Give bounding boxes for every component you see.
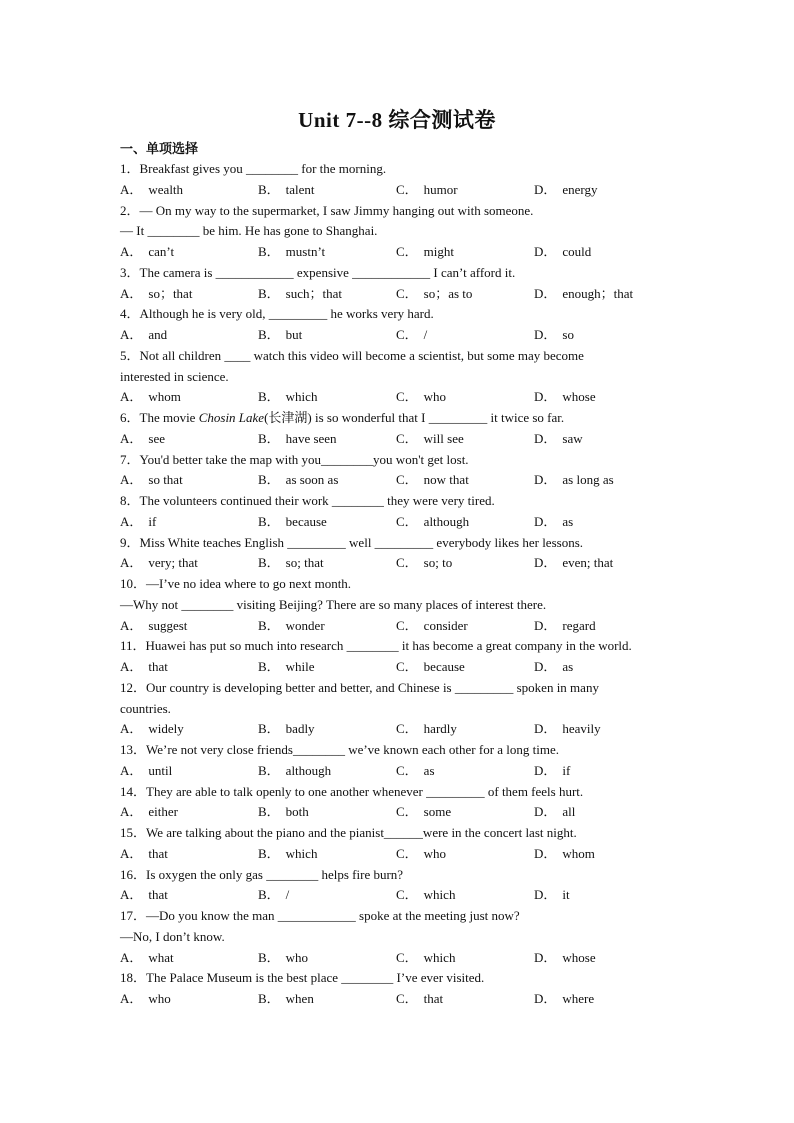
option-letter: D． [534, 472, 557, 488]
answer-option [396, 325, 534, 346]
option-letter: C． [396, 617, 418, 633]
option-letter: B． [258, 430, 280, 446]
option-text: such；that [285, 285, 342, 301]
option-letter: D． [534, 991, 557, 1006]
option-letter: D． [534, 659, 557, 674]
answer-option [120, 948, 258, 969]
option-text: regard [562, 617, 596, 633]
option-letter: D． [534, 555, 557, 571]
option-text: that [423, 991, 444, 1006]
answer-option [258, 180, 396, 201]
question-text: 2．— On my way to the supermarket, I saw Jimmy hanging out with someone. [120, 202, 534, 218]
answer-option [120, 657, 258, 678]
answer-option [120, 802, 258, 823]
question-text: —No, I don’t know. [120, 928, 225, 944]
answer-option [396, 657, 534, 678]
answer-option [534, 761, 672, 782]
answer-option [396, 553, 534, 574]
option-text: who [148, 991, 171, 1006]
answer-option [120, 242, 258, 263]
option-row [120, 657, 680, 678]
option-text: even; that [562, 555, 614, 571]
option-text: as long as [562, 472, 614, 488]
option-text: so；that [148, 285, 193, 301]
question-text: countries. [120, 700, 171, 716]
option-text: might [423, 244, 455, 259]
answer-option [396, 885, 534, 906]
option-text: that [148, 659, 168, 674]
answer-option [534, 470, 672, 491]
option-letter: B． [258, 887, 280, 903]
option-letter: B． [258, 181, 280, 197]
option-letter: D． [534, 430, 557, 446]
option-text: humor [423, 181, 458, 197]
question-text: — It ________ be him. He has gone to Shanghai. [120, 223, 378, 239]
option-text: so [562, 327, 574, 342]
option-letter: C． [396, 762, 418, 778]
option-row [120, 284, 680, 305]
option-letter: B． [258, 762, 280, 778]
option-text: will see [423, 430, 464, 446]
answer-option [120, 325, 258, 346]
option-letter: A． [120, 659, 143, 674]
option-text: which [423, 949, 456, 965]
question-text: 5．Not all children ____ watch this video will become a scientist, but some may become [120, 347, 584, 363]
answer-option [120, 429, 258, 450]
option-text: as soon as [285, 472, 339, 488]
answer-option [534, 616, 672, 637]
answer-option [396, 284, 534, 305]
option-letter: A． [120, 389, 143, 405]
answer-option [258, 948, 396, 969]
option-text: suggest [148, 617, 188, 633]
question-text: 12．Our country is developing better and better, and Chinese is _________ spoken in many [120, 679, 599, 695]
answer-option [258, 284, 396, 305]
option-letter: A． [120, 949, 143, 965]
option-letter: B． [258, 285, 280, 301]
option-text: either [148, 804, 178, 820]
answer-option [120, 989, 258, 1010]
option-text: which [285, 845, 318, 861]
option-letter: C． [396, 659, 418, 674]
answer-option [258, 719, 396, 740]
option-letter: B． [258, 617, 280, 633]
answer-option [258, 761, 396, 782]
answer-option [534, 802, 672, 823]
answer-option [534, 512, 672, 533]
option-letter: C． [396, 244, 418, 259]
option-row [120, 989, 680, 1010]
option-text: whom [562, 845, 595, 861]
answer-option [120, 844, 258, 865]
option-text: whom [148, 389, 181, 405]
question-text: 8．The volunteers continued their work ________ they were very tired. [120, 493, 495, 508]
option-letter: D． [534, 887, 557, 903]
option-text: / [423, 327, 428, 342]
option-row [120, 325, 680, 346]
option-text: when [285, 991, 314, 1006]
question-text: 18．The Palace Museum is the best place ________ I’ve ever visited. [120, 970, 485, 986]
answer-option [396, 180, 534, 201]
option-letter: D． [534, 721, 557, 737]
option-letter: A． [120, 804, 143, 820]
option-text: could [562, 244, 592, 259]
question-text: —Why not ________ visiting Beijing? There are so many places of interest there. [120, 596, 547, 612]
option-letter: C． [396, 804, 418, 820]
option-letter: B． [258, 659, 280, 674]
option-text: so; to [423, 555, 453, 571]
question-text: 13．We’re not very close friends________ we’ve known each other for a long time. [120, 742, 560, 757]
option-text: if [562, 762, 571, 778]
option-letter: A． [120, 285, 143, 301]
answer-option [258, 885, 396, 906]
answer-option [120, 885, 258, 906]
answer-option [396, 948, 534, 969]
answer-option [396, 387, 534, 408]
option-text: both [285, 804, 309, 820]
option-text: although [423, 513, 470, 529]
option-letter: D． [534, 389, 557, 405]
option-text: because [285, 513, 327, 529]
option-letter: C． [396, 991, 418, 1006]
question-text: 10．—I’ve no idea where to go next month. [120, 576, 352, 591]
answer-option [534, 948, 672, 969]
option-text: so; that [285, 555, 324, 571]
option-text: consider [423, 617, 468, 633]
option-text: have seen [285, 430, 337, 446]
question-text: 6．The movie Chosin Lake(长津湖) is so wonderful that I _________ it twice so far. [120, 410, 565, 425]
option-row [120, 387, 680, 408]
option-row [120, 761, 680, 782]
answer-option [258, 802, 396, 823]
option-text: widely [148, 721, 184, 737]
answer-option [120, 512, 258, 533]
question-text: 11．Huawei has put so much into research ________ it has become a great company in the world. [120, 638, 632, 654]
page-title: Unit 7--8 综合测试卷 [298, 108, 496, 132]
answer-option [534, 429, 672, 450]
option-text: what [148, 949, 174, 965]
option-letter: A． [120, 845, 143, 861]
option-letter: A． [120, 887, 143, 903]
question-text: 16．Is oxygen the only gas ________ helps fire burn? [120, 866, 404, 882]
option-row [120, 512, 680, 533]
answer-option [258, 989, 396, 1010]
option-text: can’t [148, 244, 175, 259]
answer-option [258, 429, 396, 450]
option-letter: A． [120, 430, 143, 446]
answer-option [120, 553, 258, 574]
option-letter: B． [258, 555, 280, 571]
option-text: although [285, 762, 332, 778]
option-text: it [562, 887, 570, 903]
option-letter: D． [534, 804, 557, 820]
question-text: 1．Breakfast gives you ________ for the morning. [120, 161, 387, 176]
question-text: 14．They are able to talk openly to one another whenever _________ of them feels hurt. [120, 783, 584, 799]
answer-option [534, 989, 672, 1010]
option-letter: D． [534, 244, 557, 259]
option-text: who [285, 949, 309, 965]
answer-option [534, 387, 672, 408]
option-letter: A． [120, 617, 143, 633]
option-text: as [423, 762, 435, 778]
option-text: so that [148, 472, 183, 488]
option-text: very; that [148, 555, 198, 571]
option-text: who [423, 389, 447, 405]
option-letter: A． [120, 244, 143, 259]
option-letter: D． [534, 327, 557, 342]
option-letter: D． [534, 285, 557, 301]
option-text: and [148, 327, 168, 342]
option-text: because [423, 659, 465, 674]
option-letter: B． [258, 949, 280, 965]
option-letter: C． [396, 389, 418, 405]
option-row [120, 885, 680, 906]
question-text: 9．Miss White teaches English _________ well _________ everybody likes her lessons. [120, 534, 584, 550]
option-letter: B． [258, 389, 280, 405]
option-letter: D． [534, 845, 557, 861]
answer-option [534, 284, 672, 305]
question-text: interested in science. [120, 368, 229, 384]
question-text: 15．We are talking about the piano and the pianist______were in the concert last night. [120, 825, 577, 840]
movie-title: Chosin Lake [198, 410, 265, 425]
option-letter: A． [120, 721, 143, 737]
option-text: until [148, 762, 173, 778]
answer-option [396, 242, 534, 263]
answer-option [534, 242, 672, 263]
option-letter: A． [120, 181, 143, 197]
option-letter: C． [396, 285, 418, 301]
answer-option [258, 387, 396, 408]
option-text: heavily [562, 721, 601, 737]
option-text: some [423, 804, 452, 820]
option-text: energy [562, 181, 598, 197]
section-heading: 一、单项选择 [120, 141, 199, 156]
option-text: see [148, 430, 165, 446]
option-row [120, 802, 680, 823]
answer-option [396, 989, 534, 1010]
answer-option [396, 719, 534, 740]
option-text: where [562, 991, 595, 1006]
option-text: which [423, 887, 456, 903]
answer-option [258, 553, 396, 574]
answer-option [396, 512, 534, 533]
option-text: badly [285, 721, 315, 737]
option-text: which [285, 389, 318, 405]
option-text: wealth [148, 181, 184, 197]
option-letter: C． [396, 555, 418, 571]
answer-option [396, 616, 534, 637]
question-list [120, 159, 680, 1010]
option-letter: D． [534, 513, 557, 529]
answer-option [396, 844, 534, 865]
option-text: but [285, 327, 303, 342]
option-letter: A． [120, 513, 143, 529]
answer-option [120, 761, 258, 782]
option-letter: B． [258, 991, 280, 1006]
answer-option [120, 616, 258, 637]
option-text: who [423, 845, 447, 861]
option-text: saw [562, 430, 583, 446]
option-letter: B． [258, 244, 280, 259]
option-row [120, 180, 680, 201]
option-text: if [148, 513, 157, 529]
option-text: enough；that [562, 285, 634, 301]
answer-option [120, 719, 258, 740]
option-text: mustn’t [285, 244, 326, 259]
answer-option [534, 553, 672, 574]
option-text: hardly [423, 721, 457, 737]
option-letter: A． [120, 762, 143, 778]
option-letter: C． [396, 513, 418, 529]
option-letter: C． [396, 845, 418, 861]
option-letter: B． [258, 513, 280, 529]
answer-option [534, 657, 672, 678]
answer-option [120, 470, 258, 491]
answer-option [396, 802, 534, 823]
question-text: 3．The camera is ____________ expensive ____________ I can’t afford it. [120, 264, 516, 280]
option-letter: B． [258, 721, 280, 737]
option-row [120, 719, 680, 740]
option-letter: C． [396, 181, 418, 197]
option-row [120, 242, 680, 263]
option-text: all [562, 804, 576, 820]
option-letter: D． [534, 762, 557, 778]
option-text: as [562, 513, 574, 529]
option-text: that [148, 845, 168, 861]
answer-option [396, 761, 534, 782]
option-text: so；as to [423, 285, 473, 301]
option-text: as [562, 659, 574, 674]
option-row [120, 470, 680, 491]
answer-option [258, 242, 396, 263]
option-letter: D． [534, 949, 557, 965]
option-letter: D． [534, 181, 557, 197]
answer-option [396, 429, 534, 450]
option-text: talent [285, 181, 315, 197]
answer-option [534, 844, 672, 865]
answer-option [534, 885, 672, 906]
option-text: that [148, 887, 168, 903]
option-letter: A． [120, 555, 143, 571]
option-letter: C． [396, 472, 418, 488]
option-letter: D． [534, 617, 557, 633]
option-letter: A． [120, 472, 143, 488]
option-row [120, 616, 680, 637]
option-row [120, 948, 680, 969]
option-text: now that [423, 472, 469, 488]
option-row [120, 553, 680, 574]
option-letter: C． [396, 949, 418, 965]
option-letter: C． [396, 430, 418, 446]
option-letter: C． [396, 327, 418, 342]
answer-option [258, 325, 396, 346]
option-row [120, 844, 680, 865]
option-text: whose [562, 949, 596, 965]
answer-option [258, 616, 396, 637]
option-row [120, 429, 680, 450]
option-letter: B． [258, 845, 280, 861]
answer-option [258, 657, 396, 678]
option-letter: A． [120, 327, 143, 342]
answer-option [534, 719, 672, 740]
answer-option [258, 512, 396, 533]
option-letter: B． [258, 472, 280, 488]
answer-option [396, 470, 534, 491]
option-letter: B． [258, 327, 280, 342]
option-letter: C． [396, 887, 418, 903]
question-text: 7．You'd better take the map with you________you won't get lost. [120, 451, 469, 467]
question-text: 17．—Do you know the man ____________ spoke at the meeting just now? [120, 908, 520, 923]
option-text: whose [562, 389, 596, 405]
answer-option [120, 284, 258, 305]
answer-option [120, 387, 258, 408]
answer-option [534, 325, 672, 346]
answer-option [120, 180, 258, 201]
option-letter: A． [120, 991, 143, 1006]
answer-option [534, 180, 672, 201]
option-text: / [285, 887, 290, 903]
option-text: wonder [285, 617, 325, 633]
answer-option [258, 844, 396, 865]
answer-option [258, 470, 396, 491]
option-text: while [285, 659, 315, 674]
question-text: 4．Although he is very old, _________ he works very hard. [120, 306, 434, 322]
option-letter: C． [396, 721, 418, 737]
option-letter: B． [258, 804, 280, 820]
